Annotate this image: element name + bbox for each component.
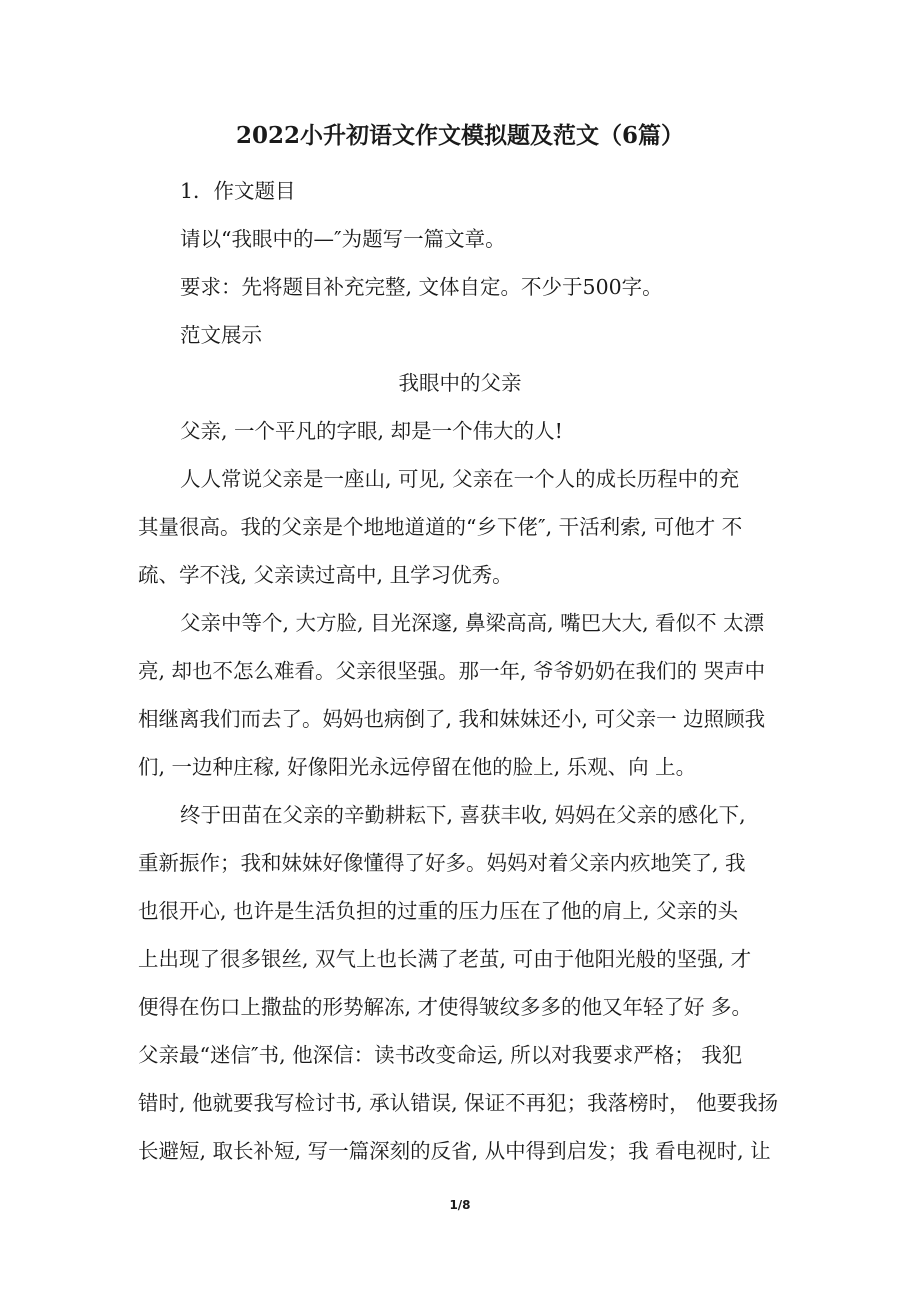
paragraph-line: 们, 一边种庄稼, 好像阳光永远停留在他的脸上, 乐观、向 上。	[138, 755, 697, 779]
paragraph-line: 也很开心, 也许是生活负担的过重的压力压在了他的肩上, 父亲的头	[138, 899, 739, 923]
paragraph-line: 父亲最“迷信″书, 他深信：读书改变命运, 所以对我要求严格； 我犯	[138, 1043, 743, 1067]
essay-title: 我眼中的父亲	[398, 371, 522, 395]
paragraph-line: 上出现了很多银丝, 双气上也长满了老茧, 可由于他阳光般的坚强, 才	[138, 947, 752, 971]
paragraph-line: 重新振作；我和妹妹好像懂得了好多。妈妈对着父亲内疚地笑了, 我	[138, 851, 746, 875]
paragraph-line: 错时, 他就要我写检讨书, 承认错误, 保证不再犯；我落榜时， 他要我扬	[138, 1091, 779, 1115]
section-heading: 1．作文题目	[180, 179, 296, 203]
paragraph-line: 亮, 却也不怎么难看。父亲很坚强。那一年, 爷爷奶奶在我们的 哭声中	[138, 659, 766, 683]
page-number: 1/8	[449, 1198, 471, 1212]
paragraph-line: 疏、学不浅, 父亲读过高中, 且学习优秀。	[138, 563, 513, 587]
paragraph-line: 父亲中等个, 大方脸, 目光深邃, 鼻梁高高, 嘴巴大大, 看似不 太漂	[180, 611, 765, 635]
paragraph-line: 终于田苗在父亲的辛勤耕耘下, 喜获丰收, 妈妈在父亲的感化下,	[180, 803, 746, 827]
paragraph-line: 人人常说父亲是一座山, 可见, 父亲在一个人的成长历程中的充	[180, 467, 740, 491]
essay-prompt: 请以“我眼中的—″为题写一篇文章。	[180, 227, 506, 251]
paragraph-line: 父亲, 一个平凡的字眼, 却是一个伟大的人!	[180, 419, 563, 443]
paragraph-line: 长避短, 取长补短, 写一篇深刻的反省, 从中得到启发；我 看电视时, 让	[138, 1139, 771, 1163]
document-title: 2022小升初语文作文模拟题及范文（6篇）	[235, 122, 685, 149]
sample-label: 范文展示	[180, 323, 262, 347]
paragraph-line: 便得在伤口上撒盐的形势解冻, 才使得皱纹多多的他又年轻了好 多。	[138, 995, 753, 1019]
paragraph-line: 相继离我们而去了。妈妈也病倒了, 我和妹妹还小, 可父亲一 边照顾我	[138, 707, 766, 731]
paragraph-line: 其量很高。我的父亲是个地地道道的“乡下佬″, 干活利索, 可他才 不	[138, 515, 743, 539]
essay-requirement: 要求：先将题目补充完整, 文体自定。不少于500字。	[180, 275, 663, 299]
